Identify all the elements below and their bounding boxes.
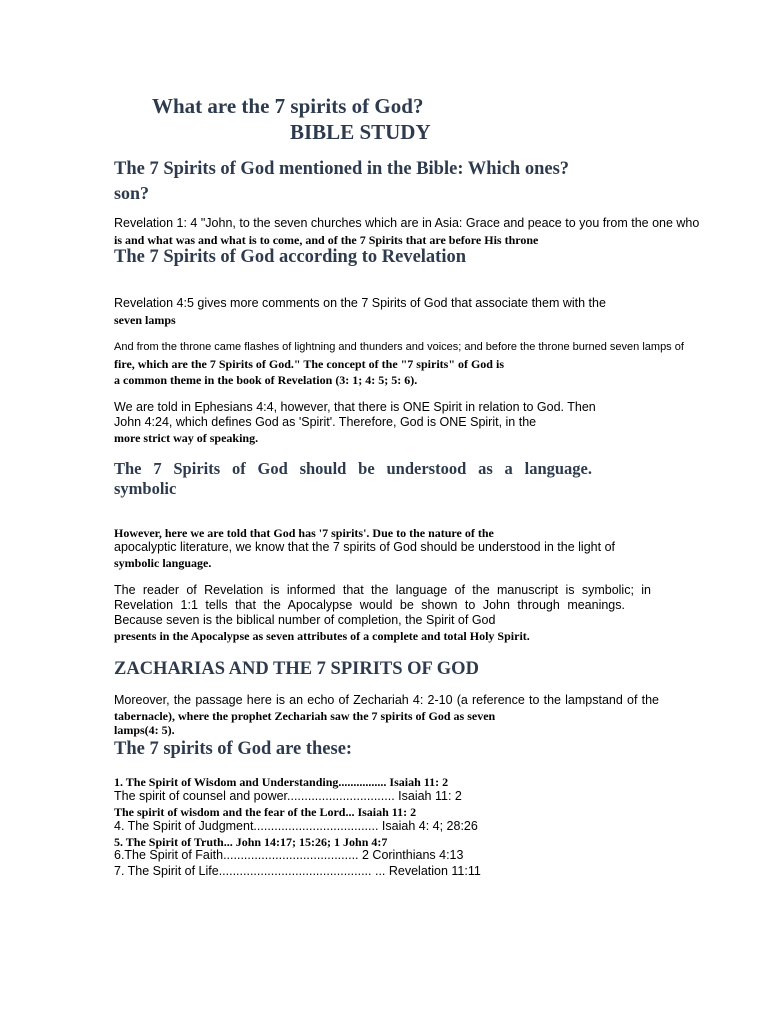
section2-paragraph3-line3: more strict way of speaking. bbox=[114, 431, 259, 445]
section1-paragraph-continued: is and what was and what is to come, and of the 7 Spirits that are before His throne bbox=[114, 233, 539, 247]
section3-paragraph2-line2: Revelation 1:1 tells that the Apocalypse would be shown to John through meanings. bbox=[114, 598, 625, 612]
page-subtitle: BIBLE STUDY bbox=[290, 120, 431, 144]
section3-paragraph2-line3: Because seven is the biblical number of completion, the Spirit of God bbox=[114, 613, 496, 627]
list-item: The spirit of counsel and power............................... Isaiah 11: 2 bbox=[114, 789, 462, 803]
list-item: 4. The Spirit of Judgment.................................... Isaiah 4: 4; 28:26 bbox=[114, 819, 478, 833]
section3-paragraph2: The reader of Revelation is informed that the language of the manuscript is symbolic; in bbox=[114, 583, 651, 597]
section3-paragraph1: However, here we are told that God has '7 spirits'. Due to the nature of the bbox=[114, 526, 494, 540]
section2-paragraph3: We are told in Ephesians 4:4, however, that there is ONE Spirit in relation to God. Then bbox=[114, 400, 596, 414]
section2-heading: The 7 Spirits of God according to Revelation bbox=[114, 247, 467, 267]
section3-heading-continued: symbolic bbox=[114, 479, 177, 498]
section1-heading-continued: son? bbox=[114, 183, 150, 203]
section4-paragraph-line2: tabernacle), where the prophet Zechariah saw the 7 spirits of God as seven bbox=[114, 709, 496, 723]
list-item: 7. The Spirit of Life............................................ ... Revelation 11:11 bbox=[114, 864, 481, 878]
section3-heading: The 7 Spirits of God should be understood as a language. bbox=[114, 459, 592, 478]
section2-paragraph3-line2: John 4:24, which defines God as 'Spirit'. Therefore, God is ONE Spirit, in the bbox=[114, 415, 537, 429]
list-item: The spirit of wisdom and the fear of the Lord... Isaiah 11: 2 bbox=[114, 805, 417, 819]
section1-heading: The 7 Spirits of God mentioned in the Bible: Which ones? bbox=[114, 159, 570, 179]
list-item: 1. The Spirit of Wisdom and Understanding................ Isaiah 11: 2 bbox=[114, 775, 449, 789]
list-item: 6.The Spirit of Faith....................................... 2 Corinthians 4:13 bbox=[114, 848, 464, 862]
section4-paragraph-line3: lamps(4: 5). bbox=[114, 723, 175, 737]
section4-heading: ZACHARIAS AND THE 7 SPIRITS OF GOD bbox=[114, 659, 479, 679]
section3-paragraph1-line3: symbolic language. bbox=[114, 556, 212, 570]
section5-heading: The 7 spirits of God are these: bbox=[114, 739, 353, 759]
section1-paragraph: Revelation 1: 4 "John, to the seven churches which are in Asia: Grace and peace to you from the one who bbox=[114, 216, 700, 230]
section3-paragraph2-line4: presents in the Apocalypse as seven attributes of a complete and total Holy Spirit. bbox=[114, 629, 530, 643]
list-item: 5. The Spirit of Truth... John 14:17; 15:26; 1 John 4:7 bbox=[114, 835, 388, 849]
section2-paragraph1-continued: seven lamps bbox=[114, 313, 176, 327]
section2-quote: And from the throne came flashes of lightning and thunders and voices; and before the throne burned seven lamps of bbox=[114, 341, 684, 353]
page-title: What are the 7 spirits of God? bbox=[152, 94, 424, 118]
section4-paragraph: Moreover, the passage here is an echo of Zechariah 4: 2-10 (a reference to the lampstand of the bbox=[114, 693, 659, 707]
section2-quote-end: a common theme in the book of Revelation (3: 1; 4: 5; 5: 6). bbox=[114, 373, 418, 387]
section3-paragraph1-line2: apocalyptic literature, we know that the 7 spirits of God should be understood in the light of bbox=[114, 540, 615, 554]
section2-paragraph1: Revelation 4:5 gives more comments on the 7 Spirits of God that associate them with the bbox=[114, 296, 606, 310]
section2-quote-continued: fire, which are the 7 Spirits of God." The concept of the "7 spirits" of God is bbox=[114, 357, 504, 371]
